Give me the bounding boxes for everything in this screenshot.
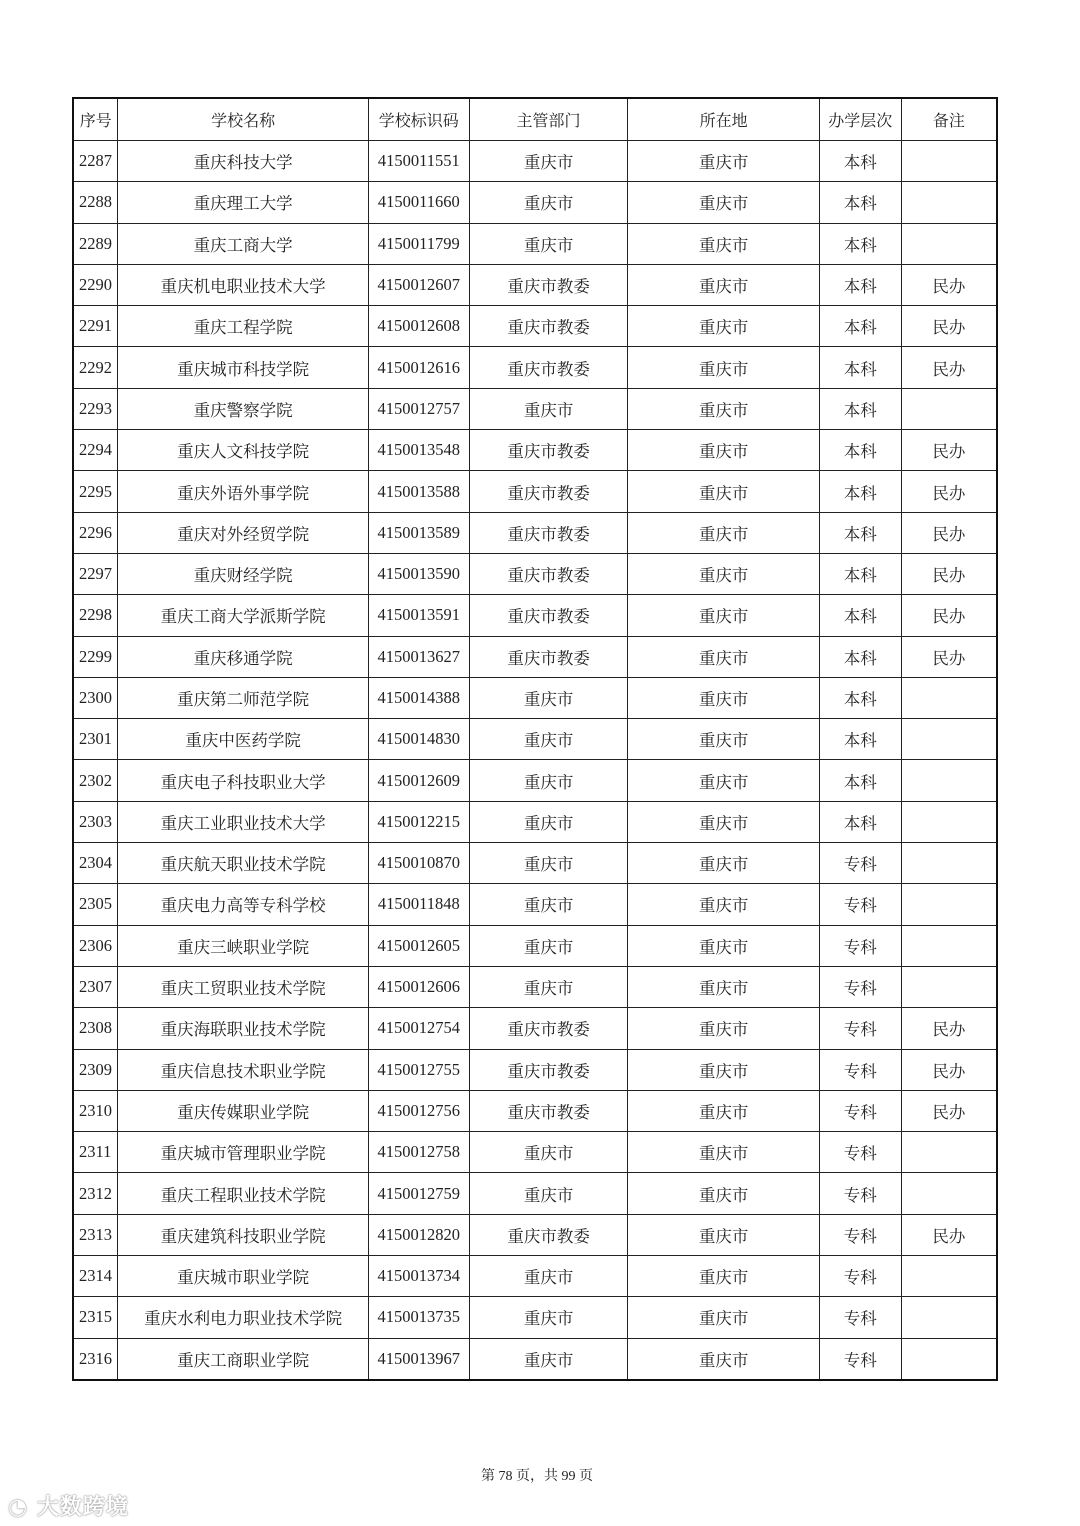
school-code: 4150013967	[368, 1338, 469, 1380]
level: 本科	[819, 595, 901, 636]
row-index: 2303	[73, 801, 118, 842]
remarks	[901, 1297, 997, 1338]
level: 专科	[819, 1132, 901, 1173]
table-row	[73, 1049, 997, 1090]
department: 重庆市	[469, 677, 628, 718]
header-remarks: 备注	[901, 98, 997, 141]
remarks: 民办	[901, 1214, 997, 1255]
location: 重庆市	[628, 306, 820, 347]
location: 重庆市	[628, 719, 820, 760]
level: 本科	[819, 801, 901, 842]
school-code: 4150013735	[368, 1297, 469, 1338]
department: 重庆市	[469, 760, 628, 801]
remarks: 民办	[901, 264, 997, 305]
header-school-name: 学校名称	[118, 98, 368, 141]
table-row	[73, 182, 997, 223]
header-location: 所在地	[628, 98, 820, 141]
school-name: 重庆工程职业技术学院	[118, 1173, 368, 1214]
row-index: 2288	[73, 182, 118, 223]
table-row	[73, 843, 997, 884]
remarks	[901, 182, 997, 223]
location: 重庆市	[628, 1090, 820, 1131]
location: 重庆市	[628, 141, 820, 182]
department: 重庆市	[469, 1132, 628, 1173]
level: 专科	[819, 1173, 901, 1214]
level: 本科	[819, 388, 901, 429]
school-name: 重庆财经学院	[118, 553, 368, 594]
location: 重庆市	[628, 182, 820, 223]
school-code: 4150010870	[368, 843, 469, 884]
location: 重庆市	[628, 388, 820, 429]
table-row	[73, 471, 997, 512]
table-row	[73, 1297, 997, 1338]
row-index: 2296	[73, 512, 118, 553]
department: 重庆市	[469, 1256, 628, 1297]
remarks	[901, 1338, 997, 1380]
row-index: 2315	[73, 1297, 118, 1338]
remarks: 民办	[901, 347, 997, 388]
header-index: 序号	[73, 98, 118, 141]
table-row	[73, 512, 997, 553]
location: 重庆市	[628, 347, 820, 388]
school-name: 重庆工业职业技术大学	[118, 801, 368, 842]
school-name: 重庆信息技术职业学院	[118, 1049, 368, 1090]
level: 专科	[819, 1297, 901, 1338]
level: 专科	[819, 966, 901, 1007]
level: 本科	[819, 636, 901, 677]
table-row	[73, 677, 997, 718]
school-code: 4150014830	[368, 719, 469, 760]
remarks: 民办	[901, 553, 997, 594]
level: 专科	[819, 1338, 901, 1380]
table-row	[73, 430, 997, 471]
watermark-logo: ◔ 大数跨境	[8, 1495, 129, 1520]
remarks: 民办	[901, 1049, 997, 1090]
school-name: 重庆电力高等专科学校	[118, 884, 368, 925]
school-name: 重庆科技大学	[118, 141, 368, 182]
table-header-row	[73, 98, 997, 141]
department: 重庆市教委	[469, 512, 628, 553]
school-code: 4150012756	[368, 1090, 469, 1131]
row-index: 2293	[73, 388, 118, 429]
school-code: 4150012607	[368, 264, 469, 305]
level: 本科	[819, 182, 901, 223]
row-index: 2291	[73, 306, 118, 347]
department: 重庆市	[469, 223, 628, 264]
level: 专科	[819, 1256, 901, 1297]
school-code: 4150012754	[368, 1008, 469, 1049]
remarks: 民办	[901, 1008, 997, 1049]
school-code: 4150012215	[368, 801, 469, 842]
school-code: 4150012759	[368, 1173, 469, 1214]
remarks: 民办	[901, 512, 997, 553]
location: 重庆市	[628, 843, 820, 884]
school-code: 4150013627	[368, 636, 469, 677]
level: 本科	[819, 223, 901, 264]
table-row	[73, 223, 997, 264]
level: 本科	[819, 347, 901, 388]
location: 重庆市	[628, 925, 820, 966]
page-info: 第 78 页，共 99 页	[481, 1469, 593, 1484]
school-code: 4150011551	[368, 141, 469, 182]
level: 本科	[819, 553, 901, 594]
table-row	[73, 719, 997, 760]
remarks	[901, 843, 997, 884]
table-row	[73, 347, 997, 388]
school-code: 4150012606	[368, 966, 469, 1007]
table-row	[73, 1338, 997, 1380]
page-footer	[0, 1465, 1080, 1485]
table-row	[73, 966, 997, 1007]
location: 重庆市	[628, 1008, 820, 1049]
school-name: 重庆城市管理职业学院	[118, 1132, 368, 1173]
school-name: 重庆海联职业技术学院	[118, 1008, 368, 1049]
location: 重庆市	[628, 1214, 820, 1255]
school-name: 重庆水利电力职业技术学院	[118, 1297, 368, 1338]
level: 本科	[819, 471, 901, 512]
level: 本科	[819, 512, 901, 553]
school-name: 重庆理工大学	[118, 182, 368, 223]
location: 重庆市	[628, 1132, 820, 1173]
school-name: 重庆外语外事学院	[118, 471, 368, 512]
row-index: 2290	[73, 264, 118, 305]
school-name: 重庆工贸职业技术学院	[118, 966, 368, 1007]
row-index: 2292	[73, 347, 118, 388]
row-index: 2310	[73, 1090, 118, 1131]
row-index: 2299	[73, 636, 118, 677]
school-code: 4150013591	[368, 595, 469, 636]
school-name: 重庆建筑科技职业学院	[118, 1214, 368, 1255]
remarks	[901, 1173, 997, 1214]
department: 重庆市教委	[469, 471, 628, 512]
location: 重庆市	[628, 595, 820, 636]
remarks	[901, 966, 997, 1007]
level: 专科	[819, 1008, 901, 1049]
school-code: 4150013548	[368, 430, 469, 471]
school-code: 4150012616	[368, 347, 469, 388]
department: 重庆市	[469, 182, 628, 223]
level: 专科	[819, 884, 901, 925]
row-index: 2294	[73, 430, 118, 471]
remarks: 民办	[901, 430, 997, 471]
school-name: 重庆移通学院	[118, 636, 368, 677]
header-department: 主管部门	[469, 98, 628, 141]
header-level: 办学层次	[819, 98, 901, 141]
school-code: 4150012608	[368, 306, 469, 347]
department: 重庆市	[469, 884, 628, 925]
remarks: 民办	[901, 636, 997, 677]
remarks	[901, 760, 997, 801]
school-code: 4150012609	[368, 760, 469, 801]
remarks: 民办	[901, 471, 997, 512]
row-index: 2316	[73, 1338, 118, 1380]
location: 重庆市	[628, 1173, 820, 1214]
row-index: 2306	[73, 925, 118, 966]
school-name: 重庆三峡职业学院	[118, 925, 368, 966]
table-row	[73, 1256, 997, 1297]
remarks	[901, 141, 997, 182]
department: 重庆市教委	[469, 636, 628, 677]
location: 重庆市	[628, 1297, 820, 1338]
level: 专科	[819, 925, 901, 966]
location: 重庆市	[628, 1338, 820, 1380]
table-row	[73, 636, 997, 677]
header-school-code: 学校标识码	[368, 98, 469, 141]
location: 重庆市	[628, 966, 820, 1007]
department: 重庆市	[469, 966, 628, 1007]
row-index: 2301	[73, 719, 118, 760]
table-row	[73, 264, 997, 305]
school-name: 重庆工商大学派斯学院	[118, 595, 368, 636]
department: 重庆市	[469, 1338, 628, 1380]
location: 重庆市	[628, 801, 820, 842]
department: 重庆市教委	[469, 430, 628, 471]
location: 重庆市	[628, 223, 820, 264]
row-index: 2309	[73, 1049, 118, 1090]
school-code: 4150011660	[368, 182, 469, 223]
location: 重庆市	[628, 512, 820, 553]
school-code: 4150013590	[368, 553, 469, 594]
remarks	[901, 677, 997, 718]
remarks	[901, 925, 997, 966]
table-row	[73, 1008, 997, 1049]
school-name: 重庆人文科技学院	[118, 430, 368, 471]
department: 重庆市教委	[469, 347, 628, 388]
level: 本科	[819, 677, 901, 718]
remarks	[901, 719, 997, 760]
row-index: 2308	[73, 1008, 118, 1049]
school-code: 4150011848	[368, 884, 469, 925]
location: 重庆市	[628, 636, 820, 677]
school-code: 4150014388	[368, 677, 469, 718]
school-code: 4150011799	[368, 223, 469, 264]
table-row	[73, 1173, 997, 1214]
level: 本科	[819, 141, 901, 182]
remarks	[901, 801, 997, 842]
school-name: 重庆对外经贸学院	[118, 512, 368, 553]
row-index: 2295	[73, 471, 118, 512]
row-index: 2289	[73, 223, 118, 264]
table-row	[73, 1090, 997, 1131]
location: 重庆市	[628, 264, 820, 305]
table-row	[73, 595, 997, 636]
school-code: 4150012820	[368, 1214, 469, 1255]
school-code: 4150013589	[368, 512, 469, 553]
remarks	[901, 1256, 997, 1297]
table-row	[73, 388, 997, 429]
row-index: 2300	[73, 677, 118, 718]
table-row	[73, 801, 997, 842]
school-list-table	[72, 97, 998, 1381]
level: 本科	[819, 430, 901, 471]
department: 重庆市教委	[469, 1049, 628, 1090]
school-name: 重庆第二师范学院	[118, 677, 368, 718]
row-index: 2302	[73, 760, 118, 801]
department: 重庆市	[469, 388, 628, 429]
department: 重庆市教委	[469, 1090, 628, 1131]
row-index: 2305	[73, 884, 118, 925]
row-index: 2313	[73, 1214, 118, 1255]
school-code: 4150012755	[368, 1049, 469, 1090]
row-index: 2307	[73, 966, 118, 1007]
school-name: 重庆警察学院	[118, 388, 368, 429]
level: 专科	[819, 1214, 901, 1255]
location: 重庆市	[628, 760, 820, 801]
table-row	[73, 141, 997, 182]
table-row	[73, 1214, 997, 1255]
department: 重庆市教委	[469, 306, 628, 347]
level: 本科	[819, 719, 901, 760]
school-name: 重庆电子科技职业大学	[118, 760, 368, 801]
department: 重庆市教委	[469, 264, 628, 305]
table-row	[73, 553, 997, 594]
location: 重庆市	[628, 1256, 820, 1297]
department: 重庆市	[469, 1297, 628, 1338]
table-row	[73, 884, 997, 925]
location: 重庆市	[628, 677, 820, 718]
school-code: 4150013734	[368, 1256, 469, 1297]
department: 重庆市	[469, 1173, 628, 1214]
watermark-text: 大数跨境	[36, 1495, 129, 1520]
level: 本科	[819, 306, 901, 347]
level: 本科	[819, 760, 901, 801]
school-code: 4150012605	[368, 925, 469, 966]
school-name: 重庆中医药学院	[118, 719, 368, 760]
row-index: 2297	[73, 553, 118, 594]
level: 本科	[819, 264, 901, 305]
row-index: 2312	[73, 1173, 118, 1214]
location: 重庆市	[628, 553, 820, 594]
school-name: 重庆机电职业技术大学	[118, 264, 368, 305]
row-index: 2298	[73, 595, 118, 636]
department: 重庆市教委	[469, 553, 628, 594]
row-index: 2311	[73, 1132, 118, 1173]
remarks	[901, 1132, 997, 1173]
remarks: 民办	[901, 306, 997, 347]
remarks: 民办	[901, 595, 997, 636]
level: 专科	[819, 1049, 901, 1090]
location: 重庆市	[628, 884, 820, 925]
department: 重庆市	[469, 925, 628, 966]
location: 重庆市	[628, 471, 820, 512]
remarks	[901, 884, 997, 925]
department: 重庆市教委	[469, 595, 628, 636]
remarks	[901, 223, 997, 264]
school-name: 重庆传媒职业学院	[118, 1090, 368, 1131]
school-name: 重庆工商职业学院	[118, 1338, 368, 1380]
level: 专科	[819, 843, 901, 884]
department: 重庆市	[469, 719, 628, 760]
location: 重庆市	[628, 1049, 820, 1090]
location: 重庆市	[628, 430, 820, 471]
level: 专科	[819, 1090, 901, 1131]
row-index: 2304	[73, 843, 118, 884]
row-index: 2314	[73, 1256, 118, 1297]
school-name: 重庆工商大学	[118, 223, 368, 264]
school-name: 重庆工程学院	[118, 306, 368, 347]
department: 重庆市	[469, 141, 628, 182]
table-body	[73, 141, 997, 1380]
department: 重庆市教委	[469, 1008, 628, 1049]
school-name: 重庆城市职业学院	[118, 1256, 368, 1297]
school-code: 4150013588	[368, 471, 469, 512]
school-code: 4150012757	[368, 388, 469, 429]
school-name: 重庆城市科技学院	[118, 347, 368, 388]
remarks: 民办	[901, 1090, 997, 1131]
table-row	[73, 925, 997, 966]
department: 重庆市教委	[469, 1214, 628, 1255]
department: 重庆市	[469, 843, 628, 884]
table-row	[73, 760, 997, 801]
table-row	[73, 306, 997, 347]
table-row	[73, 1132, 997, 1173]
row-index: 2287	[73, 141, 118, 182]
department: 重庆市	[469, 801, 628, 842]
remarks	[901, 388, 997, 429]
school-name: 重庆航天职业技术学院	[118, 843, 368, 884]
school-code: 4150012758	[368, 1132, 469, 1173]
